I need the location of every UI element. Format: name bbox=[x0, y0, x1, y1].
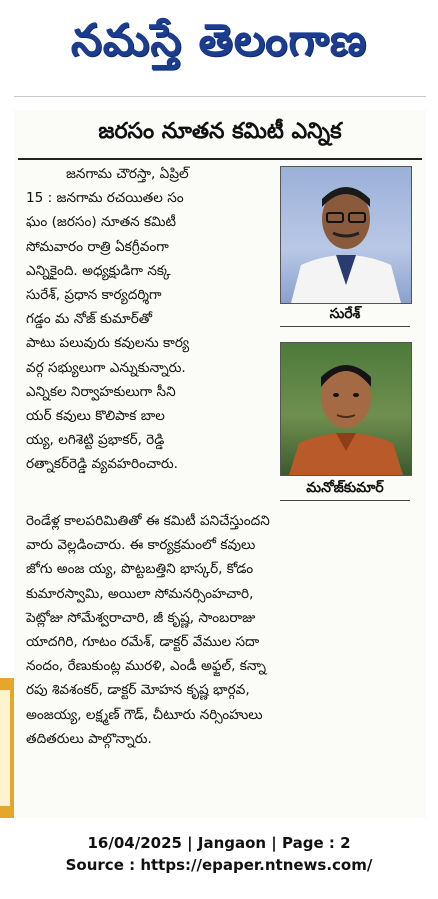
body-line: ఎన్నికల నిర్వాహకులుగా సీని bbox=[26, 383, 176, 400]
body-line: రత్నాకర్‌రెడ్డి వ్యవహరించారు. bbox=[26, 456, 178, 473]
caption-1-rule bbox=[280, 326, 410, 327]
page-footer bbox=[0, 832, 438, 876]
caption-2-rule bbox=[280, 500, 410, 501]
body-line: 15 : జనగామ రచయితల సం bbox=[26, 190, 184, 207]
body-line: ఎన్నికైంది. అధ్యక్షుడిగా నక్క bbox=[26, 262, 171, 279]
headline-underline bbox=[18, 158, 422, 160]
body-line: గడ్డం మ నోజ్‌ కుమార్‌తో bbox=[26, 311, 153, 328]
photo-suresh bbox=[280, 166, 412, 304]
masthead-divider bbox=[14, 96, 426, 97]
body-line: అంజయ్య, లక్ష్మణ్‌ గౌడ్‌, చీటూరు నర్సింహులు bbox=[26, 706, 263, 723]
body-line: వారు వెల్లడించారు. ఈ కార్యక్రమంలో కవులు bbox=[26, 537, 256, 554]
photo-2-caption: మనోజ్‌కుమార్‌ bbox=[306, 480, 384, 496]
footer-dateline: 16/04/2025 | Jangaon | Page : 2 bbox=[87, 834, 351, 852]
body-line: సురేశ్‌, ప్రధాన కార్యదర్శిగా bbox=[26, 287, 162, 304]
body-line: రెండేళ్ల కాలపరిమితితో ఈ కమిటీ పనిచేస్తుందని bbox=[26, 513, 270, 529]
body-line: జనగామ చౌరస్తా, ఏప్రిల్ bbox=[66, 166, 189, 182]
body-line: సోమవారం రాత్రి ఏకగ్రీవంగా bbox=[26, 238, 169, 255]
body-line: పాటు పలువురు కవులను కార్య bbox=[26, 335, 190, 352]
body-line: యర్‌ కవులు కొలిపాక బాల bbox=[26, 408, 165, 425]
news-clipping bbox=[14, 110, 426, 818]
photo-manoj-kumar bbox=[280, 342, 412, 476]
adjacent-ad-strip-inner bbox=[0, 690, 10, 806]
body-line: జోగు అంజ య్య, పొట్టబత్తిని భాస్కర్‌, కోడం bbox=[26, 561, 254, 578]
body-line: య్య, లగిశెట్టి ప్రభాకర్‌, రెడ్డి bbox=[26, 432, 165, 449]
body-line: రపు శివశంకర్‌, డాక్టర్‌ మోహన కృష్ణ భార్గవ, bbox=[26, 682, 250, 699]
photo-1-caption: సురేశ్‌ bbox=[329, 306, 361, 322]
masthead bbox=[0, 0, 438, 92]
body-line: నందం, రేణుకుంట్ల మురళి, ఎండీ అఫ్జల్‌, కన్నా bbox=[26, 658, 266, 675]
footer-source-link[interactable]: Source : https://epaper.ntnews.com/ bbox=[65, 856, 373, 874]
article-body-wide bbox=[26, 509, 422, 751]
portrait-1-icon bbox=[281, 167, 411, 303]
article-body-column bbox=[26, 162, 282, 477]
body-line: పెట్లోజు సోమేశ్వరాచారి, జీ కృష్ణ, సాంబరాజు bbox=[26, 609, 256, 626]
body-line: కుమారస్వామి, అయిలా సోమనర్సింహచారి, bbox=[26, 585, 254, 602]
masthead-title: నమస్తే తెలంగాణ bbox=[70, 15, 368, 66]
portrait-2-icon bbox=[281, 343, 411, 475]
article-headline: జరసం నూతన కమిటీ ఎన్నిక bbox=[98, 119, 342, 144]
body-line: యాదగిరి, గూటం రమేశ్‌, డాక్టర్‌ వేముల సదా bbox=[26, 634, 260, 651]
body-line: తదితరులు పాల్గొన్నారు. bbox=[26, 730, 152, 747]
body-line: ఘం (జరసం) నూతన కమిటీ bbox=[26, 214, 176, 231]
body-line: వర్గ సభ్యులుగా ఎన్నుకున్నారు. bbox=[26, 359, 186, 376]
